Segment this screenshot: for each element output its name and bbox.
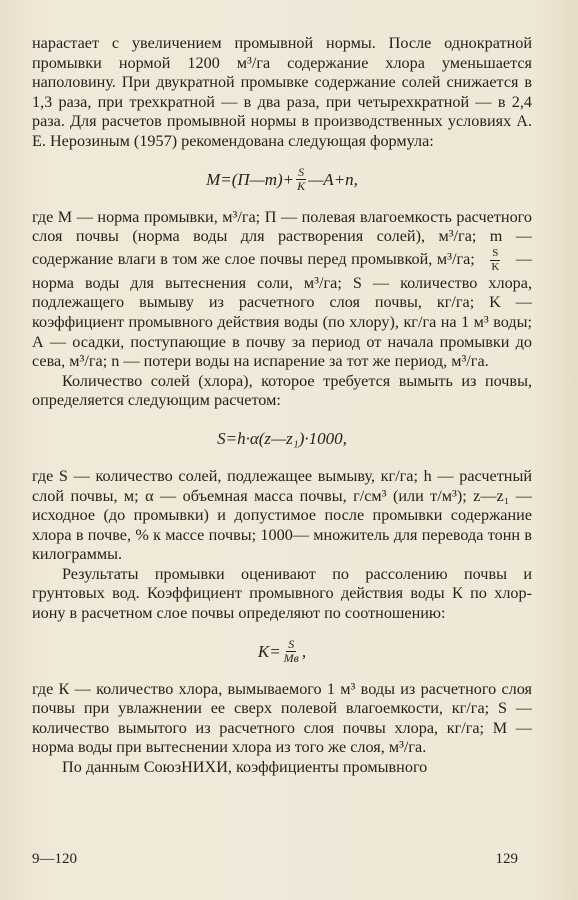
paragraph-2-part-b: — норма воды для вытеснения соли, м³/га; S — количество хлора, подлежащего вымыву из расчетного слоя почвы, кг/га; K — коэффициент промывного действия воды (по хлору), кг/га на 1 м³ воды; А — осадки, поступающие в почву за период от начала промывки до сева, м³/га; n — потери воды на испарение за тот же период, м³/га. [32,249,532,371]
printer-signature: 9—120 [32,851,77,867]
paragraph-3: Количество солей (хлора), которое требуется вымыть из почвы, определяется следующим расчетом: [32,371,532,410]
page-number: 129 [495,851,518,867]
formula-wash-coefficient [32,632,532,672]
page-footer [32,851,518,868]
fraction-3-denominator: Mв [283,651,299,666]
paragraph-1: нарастает с увеличением промывной нормы. После однократной промывки нормой 1200 м³/га содержание хлора уменьшается наполовину. При двукратной промывке содержание солей снижается в 1,3 раза, при трехкратной — в два раза, при четырехкратной — в 2,4 раза. Для расчетов промывной нормы в производственных условиях А. Е. Нерозиным (1957) рекомендована следующая формула: [32,34,532,150]
paragraph-7: По данным СоюзНИХИ, коэффициенты промывного [62,758,428,777]
formula-wash-norm [32,160,532,200]
paragraph-6: где К — количество хлора, вымываемого 1 м³ воды из расчетного слоя почвы при увлажнении ее сверх полевой влагоемкости, кг/га; S — количество вымытого из расчетного слоя почвы хлора, кг/га; М — норма воды при вытеснении хлора из того же слоя, м³/га. [32,679,532,757]
formula-2: S=h·α(z—z₁)·1000, [217,428,347,448]
fraction-s-over-k [295,166,307,193]
formula-1-left: M=(П—m)+ [206,169,295,189]
fraction-3-numerator: S [288,637,295,652]
inline-fraction-s-over-k [489,247,501,274]
formula-3-right: , [301,641,307,661]
formula-salt-amount [32,419,532,459]
formula-3-left: K= [257,641,281,661]
formula-1-right: —A+n, [308,169,358,189]
paragraph-2-part-a: где М — норма промывки, м³/га; П — полевая влагоемкость расчетного слоя почвы (норма воды для растворения солей), м³/га; m — содержание влаги в том же слое почвы перед промывкой, м³/га; [32,207,532,268]
fraction-s-over-mv [282,638,301,665]
paragraph-5: Результаты промывки оценивают по рассолению почвы и грунтовых вод. Коэффициент промывного действия воды К по хлор-иону в расчетном слое почвы определяют по соотношению: [32,564,532,623]
paragraph-2 [32,208,532,372]
inline-fraction-numerator: S [492,246,499,259]
fraction-denominator: K [297,179,306,194]
fraction-numerator: S [298,165,305,180]
inline-fraction-denominator: K [491,260,500,273]
paragraph-4: где S — количество солей, подлежащее вымыву, кг/га; h — расчетный слой почвы, м; α — объемная масса почвы, г/см³ (или т/м³); z—z₁ — исходное (до промывки) и допустимое после промывки содержание хлора в почве, % к массе почвы; 1000— множитель для перевода тонн в килограммы. [32,466,532,564]
